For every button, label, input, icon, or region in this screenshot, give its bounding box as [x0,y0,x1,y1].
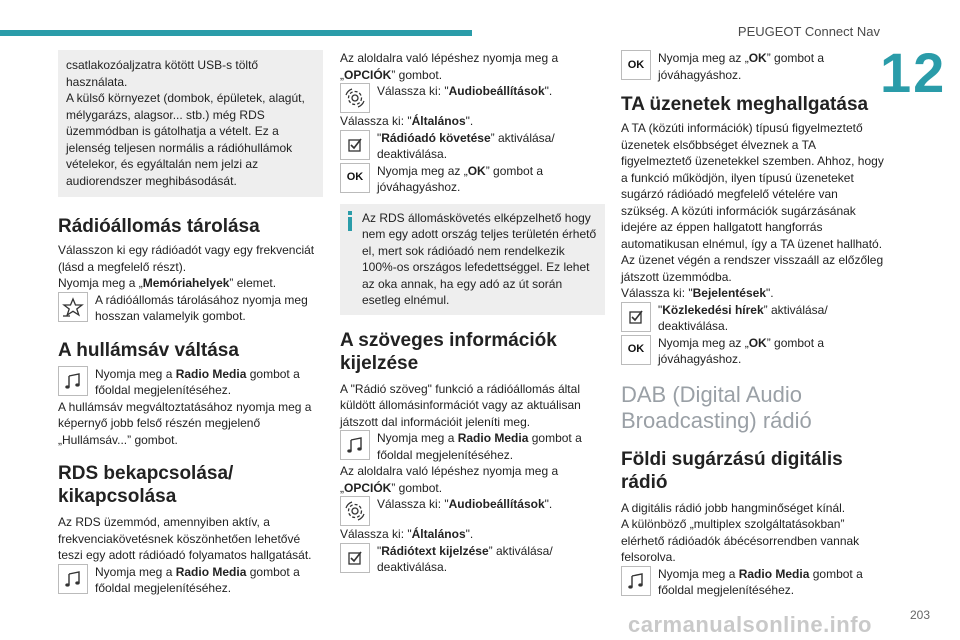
section-title-terrestrial-digital: Földi sugárzású digitális rádió [621,448,843,493]
instruction-row [340,83,605,113]
instruction-text: Nyomja meg a Radio Media gombot a főoldal megjelenítéséhez. [658,566,863,597]
instruction-text: A rádióállomás tárolásához nyomja meg hosszan valamelyik gombot. [95,292,308,323]
column-1 [58,50,323,597]
ok-button-icon: OK [621,335,651,365]
music-note-icon [621,566,651,596]
instruction-row [621,566,886,599]
paragraph: Az aloldalra való lépéshez nyomja meg a „OPCIÓK” gombot. [340,464,559,495]
instruction-text: Nyomja meg a Radio Media gombot a főoldal megjelenítéséhez. [377,431,582,462]
instruction-text: "Közlekedési hírek” aktiválása/ deaktiválása. [658,302,828,333]
instruction-row [58,564,323,597]
info-icon [348,211,352,233]
paragraph: A digitális rádió jobb hangminőséget kínál. A különböző „multiplex szolgáltatásokban” elérhető rádióadók ábécésorrendben vannak felsorolva. [621,500,860,564]
instruction-row [621,50,886,83]
page-number: 203 [909,608,930,622]
instruction-text: Válassza ki: "Audiobeállítások". [377,497,553,511]
paragraph: A hullámsáv megváltoztatásához nyomja meg a képernyő jobb felső részén megjelenő „Hullámsáv...” gombot. [58,399,312,447]
music-note-icon [58,564,88,594]
section-title-text-info: A szöveges információk kijelzése [340,329,557,374]
column-3 [621,50,886,599]
chapter-number: 12 [880,41,947,104]
section-title-ta-messages: TA üzenetek meghallgatása [621,94,869,115]
instruction-row [621,302,886,335]
watermark: carmanualsonline.info [628,612,872,637]
info-box [340,204,605,315]
header-title: PEUGEOT Connect Nav [737,24,880,39]
audio-settings-icon [340,83,370,113]
instruction-text: Nyomja meg az „OK” gombot a jóváhagyáshoz. [658,335,825,366]
paragraph: Válassza ki: "Általános". [340,114,474,128]
instruction-row [58,292,323,325]
checkbox-icon [340,543,370,573]
instruction-row [621,335,886,368]
note-text: csatlakozóaljzatra kötött USB-s töltő használata. A külső környezet (dombok, épületek, alagút, mélygarázs, alagsor... stb.) még RDS üzemmódban is gátolhatja a vételt. Ez a jelenség teljesen normális a rádióhullámok vételekor, és egyáltalán nem jelzi az audiorendszer meghibásodását. [66,58,305,188]
instruction-row [58,366,323,399]
ok-button-icon: OK [340,163,370,193]
section-title-dab: DAB (Digital Audio Broadcasting) rádió [621,381,812,433]
info-text: Az RDS állomáskövetés elképzelhető hogy nem egy adott ország teljes területén érhető el, mert sok rádióadó nem rendelkezik 100%-os országos lefedettséggel. Ez lehet az oka annak, ha egy adó az út során esetleg elnémul. [362,210,597,307]
star-press-icon [58,292,88,322]
instruction-row [340,496,605,526]
checkbox-icon [340,130,370,160]
paragraph: Válassza ki: "Bejelentések". [621,286,774,300]
paragraph: Nyomja meg a „Memóriahelyek” elemet. [58,276,277,290]
music-note-icon [58,366,88,396]
header-accent-bar [0,30,472,36]
instruction-text: Válassza ki: "Audiobeállítások". [377,84,553,98]
section-title-store-station: Rádióállomás tárolása [58,216,260,237]
column-2 [340,50,605,576]
instruction-text: Nyomja meg az „OK” gombot a jóváhagyáshoz. [658,51,825,82]
section-title-rds: RDS bekapcsolása/ kikapcsolása [58,463,234,507]
instruction-row [340,163,605,196]
paragraph: Az RDS üzemmód, amennyiben aktív, a frekvenciakövetésnek köszönhetően lehetővé teszi egy adott rádióadó folyamatos hallgatását. [58,515,312,562]
paragraph: Az aloldalra való lépéshez nyomja meg a „OPCIÓK” gombot. [340,51,559,82]
instruction-text: Nyomja meg a Radio Media gombot a főoldal megjelenítéséhez. [95,564,300,595]
instruction-row [340,430,605,463]
instruction-row [340,130,605,163]
audio-settings-icon [340,496,370,526]
note-box [58,50,323,197]
paragraph: A "Rádió szöveg" funkció a rádióállomás által küldött állomásinformációt vagy az aktuálisan játszott dal információit jeleníti meg. [340,381,581,429]
ok-button-icon: OK [621,50,651,80]
instruction-text: Nyomja meg az „OK” gombot a jóváhagyáshoz. [377,163,544,194]
instruction-row [340,543,605,576]
instruction-text: "Rádiótext kijelzése” aktiválása/ deaktiválása. [377,543,553,574]
paragraph: Válassza ki: "Általános". [340,527,474,541]
instruction-text: Nyomja meg a Radio Media gombot a főoldal megjelenítéséhez. [95,366,300,397]
checkbox-icon [621,302,651,332]
paragraph: A TA (közúti információk) típusú figyelmeztető üzenetek elsőbbséget élveznek a TA figyelmeztető üzenetekkel szemben. Ahhoz, hogy a funkció működjön, ilyen típusú üzeneteket sugárzó rádióadó megfelelő vételére van szükség. A közúti információk sugárzásának idejére az éppen hallgatott hangforrás automatikusan elnémul, így a TA üzenet hallható. Az üzenet végén a rendszer visszaáll az előzőleg játszott üzemmódba. [621,121,884,284]
paragraph: Válasszon ki egy rádióadót vagy egy frekvenciát (lásd a megfelelő részt). [58,243,315,274]
instruction-text: "Rádióadó követése” aktiválása/ deaktiválása. [377,130,555,161]
section-title-band-change: A hullámsáv váltása [58,339,239,361]
music-note-icon [340,430,370,460]
